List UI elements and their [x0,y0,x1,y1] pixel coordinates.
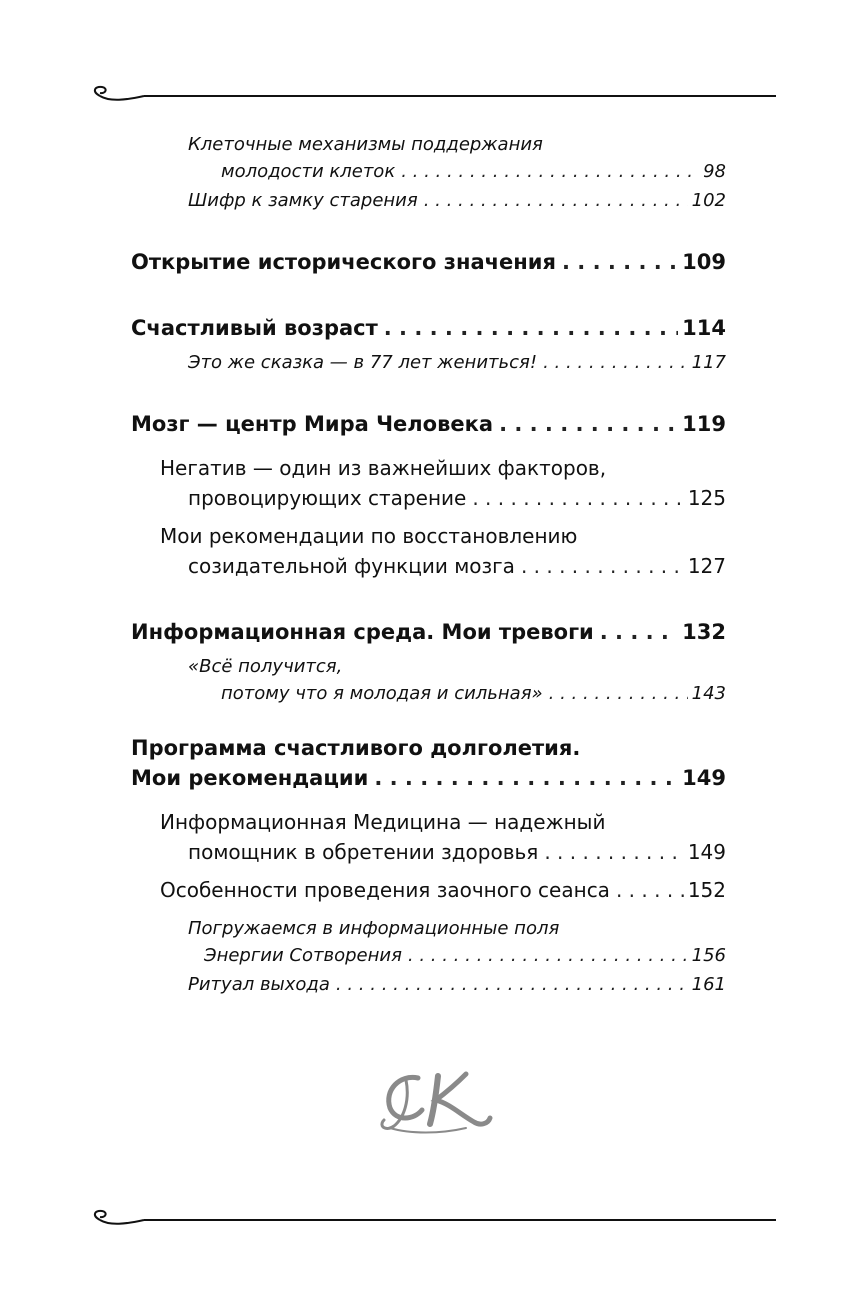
toc-leader-dots [549,683,688,704]
toc-leader-dots [562,250,678,274]
toc-entry[interactable] [0,250,844,274]
toc-entry-title: Особенности проведения заочного сеанса [160,878,610,902]
toc-entry-title: Открытие исторического значения [131,250,556,274]
toc-page-number: 109 [682,250,726,274]
toc-entry[interactable] [0,810,844,864]
toc-page-number: 117 [691,352,726,373]
toc-entry[interactable] [0,316,844,340]
toc-entry[interactable] [0,524,844,578]
toc-entry-title: Клеточные механизмы поддержания [188,134,543,155]
toc-entry[interactable] [0,918,844,966]
toc-leader-dots [616,878,684,902]
toc-page-number: 127 [687,554,726,578]
toc-entry[interactable] [0,878,844,902]
bottom-ornament-rule [86,1204,776,1232]
toc-page-number: 149 [687,840,726,864]
toc-page-number: 152 [687,878,726,902]
toc-page-number: 102 [691,190,726,211]
ck-monogram-icon [370,1060,500,1140]
toc-entry-title: Энергии Сотворения [204,945,402,966]
toc-leader-dots [374,766,678,790]
toc-leader-dots [600,620,678,644]
toc-page-number: 161 [691,974,726,995]
toc-entry-title: Негатив — один из важнейших факторов, [160,456,607,480]
toc-entry-title: Информационная среда. Мои тревоги [131,620,594,644]
toc-entry-title: Счастливый возраст [131,316,378,340]
toc-entry[interactable] [0,134,844,182]
toc-page-number: 125 [687,486,726,510]
toc-page-number: 132 [682,620,726,644]
toc-leader-dots [408,945,688,966]
toc-entry-title: созидательной функции мозга [188,554,515,578]
toc-entry[interactable] [0,620,844,644]
toc-leader-dots [384,316,678,340]
toc-entry-title: Это же сказка — в 77 лет жениться! [188,352,538,373]
toc-entry-title: Информационная Медицина — надежный [160,810,606,834]
toc-entry-title: провоцирующих старение [188,486,467,510]
toc-entry-title: Мои рекомендации [131,766,369,790]
toc-entry[interactable] [0,736,844,790]
toc-leader-dots [424,190,688,211]
toc-leader-dots [499,412,678,436]
toc-entry-title: молодости клеток [221,161,396,182]
toc-entry[interactable] [0,190,844,211]
toc-leader-dots [544,840,683,864]
toc-entry[interactable] [0,656,844,704]
toc-entry-title: Программа счастливого долголетия. [131,736,581,760]
toc-entry-title: «Всё получится, [188,656,343,677]
toc-entry[interactable] [0,352,844,373]
toc-entry[interactable] [0,974,844,995]
toc-page-number: 143 [691,683,726,704]
toc-leader-dots [521,554,684,578]
toc-entry-title: Мои рекомендации по восстановлению [160,524,578,548]
toc-entry-title: помощник в обретении здоровья [188,840,539,864]
toc-leader-dots [336,974,688,995]
toc-entry[interactable] [0,456,844,510]
toc-entry-title: Ритуал выхода [188,974,330,995]
toc-leader-dots [472,486,683,510]
toc-entry-title: потому что я молодая и сильная» [221,683,543,704]
toc-page-number: 119 [682,412,726,436]
toc-entry[interactable] [0,412,844,436]
toc-page-number: 114 [682,316,726,340]
toc-page-number: 156 [691,945,726,966]
toc-entry-title: Шифр к замку старения [188,190,418,211]
toc-entry-title: Мозг — центр Мира Человека [131,412,494,436]
toc-leader-dots [401,161,699,182]
toc-page-number: 98 [703,161,726,182]
toc-page-number: 149 [682,766,726,790]
toc-entry-title: Погружаемся в информационные поля [188,918,560,939]
toc-leader-dots [543,352,688,373]
